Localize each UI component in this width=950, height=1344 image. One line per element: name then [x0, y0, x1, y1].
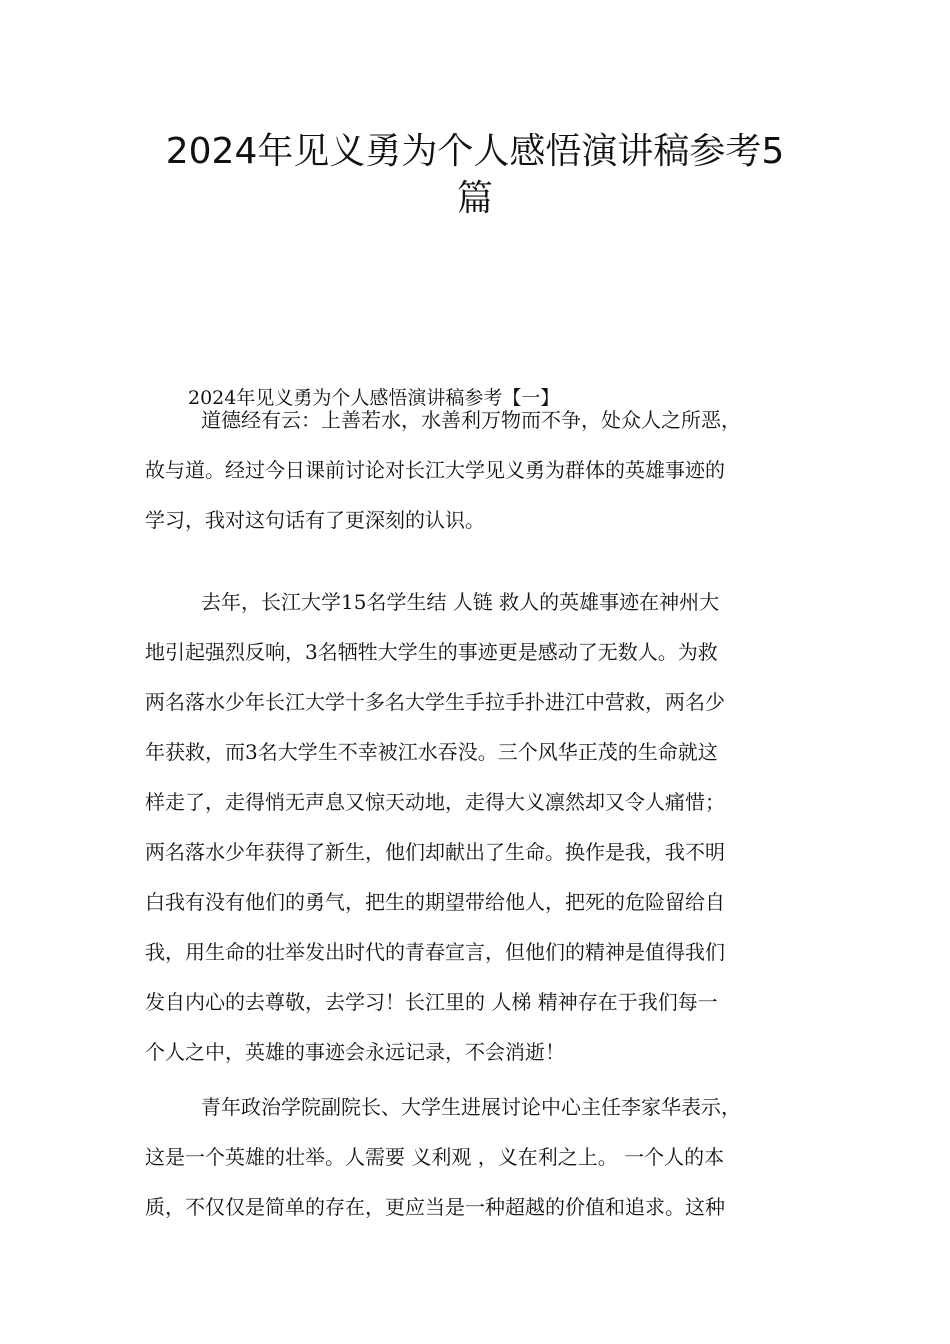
paragraph-line: 样走了，走得悄无声息又惊天动地，走得大义凛然却又令人痛惜；	[145, 790, 725, 814]
paragraph-line: 故与道。经过今日课前讨论对长江大学见义勇为群体的英雄事迹的	[145, 458, 725, 482]
title-line: 篇	[456, 178, 493, 219]
section-heading: 2024年见义勇为个人感悟演讲稿参考【一】	[188, 387, 560, 409]
paragraph-line: 去年，长江大学15名学生结 人链 救人的英雄事迹在神州大	[201, 590, 720, 614]
paragraph-line: 道德经有云：上善若水，水善利万物而不争，处众人之所恶，	[201, 408, 741, 432]
title-line: 2024年见义勇为个人感悟演讲稿参考5	[165, 131, 785, 172]
paragraph-line: 这是一个英雄的壮举。人需要 义利观 ，义在利之上。 一个人的本	[145, 1145, 725, 1169]
paragraph-line: 质，不仅仅是简单的存在，更应当是一种超越的价值和追求。这种	[145, 1195, 725, 1219]
paragraph	[145, 577, 815, 1077]
paragraph-line: 我，用生命的壮举发出时代的青春宣言，但他们的精神是值得我们	[145, 940, 725, 964]
paragraph-line: 青年政治学院副院长、大学生进展讨论中心主任李家华表示，	[201, 1095, 741, 1119]
paragraph-line: 发自内心的去尊敬，去学习！长江里的 人梯 精神存在于我们每一	[145, 990, 718, 1014]
paragraph-line: 两名落水少年获得了新生，他们却献出了生命。换作是我，我不明	[145, 840, 725, 864]
paragraph-line: 白我有没有他们的勇气，把生的期望带给他人，把死的危险留给自	[145, 890, 725, 914]
paragraph-line: 地引起强烈反响，3名牺牲大学生的事迹更是感动了无数人。为救	[145, 640, 718, 664]
paragraph-line: 两名落水少年长江大学十多名大学生手拉手扑进江中营救，两名少	[145, 690, 725, 714]
paragraph-line: 学习，我对这句话有了更深刻的认识。	[145, 508, 485, 532]
document-title	[120, 128, 830, 222]
paragraph-line: 个人之中，英雄的事迹会永远记录，不会消逝！	[145, 1040, 565, 1064]
paragraph	[145, 1082, 815, 1232]
paragraph-line: 年获救，而3名大学生不幸被江水吞没。三个风华正茂的生命就这	[145, 740, 718, 764]
paragraph	[145, 395, 815, 545]
